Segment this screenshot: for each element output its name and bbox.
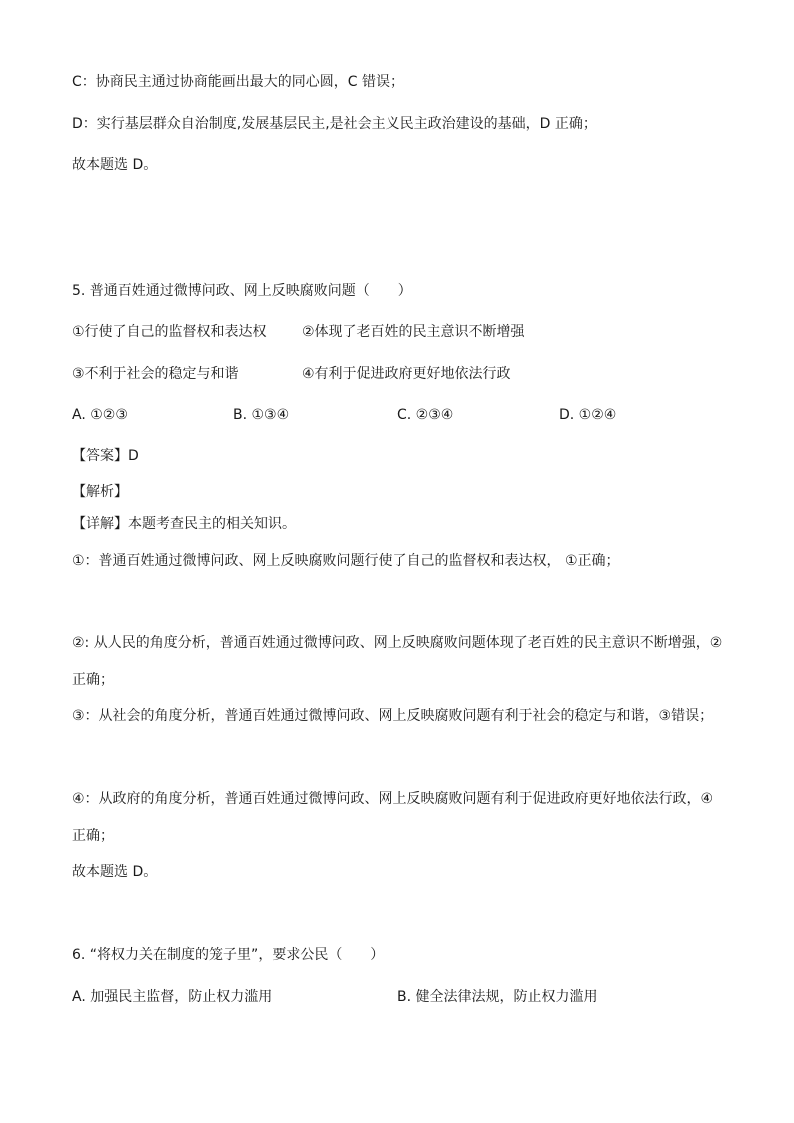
question-5-explanation-1: ①：普通百姓通过微博问政、网上反映腐败问题行使了自己的监督权和表达权， ①正确； xyxy=(72,553,620,569)
question-5-option-b: B. ①③④ xyxy=(233,407,290,423)
question-5-option-a: A. ①②③ xyxy=(72,407,128,423)
question-5-explanation-2-cont: 正确； xyxy=(72,672,114,688)
prev-question-conclusion: 故本题选 D。 xyxy=(72,157,158,173)
question-5-explanation-3: ③：从社会的角度分析，普通百姓通过微博问政、网上反映腐败问题有利于社会的稳定与和谐，③错误； xyxy=(72,708,714,724)
question-5-conclusion: 故本题选 D。 xyxy=(72,864,158,880)
question-5-explanation-4: ④：从政府的角度分析，普通百姓通过微博问政、网上反映腐败问题有利于促进政府更好地依法行政，④ xyxy=(72,791,714,807)
question-5-analysis-title: 【解析】 xyxy=(72,484,128,500)
question-5-statement-4: ④有利于促进政府更好地依法行政 xyxy=(302,366,511,382)
prev-question-option-c: C：协商民主通过协商能画出最大的同心圆，C 错误； xyxy=(72,74,404,90)
question-5-statement-3: ③不利于社会的稳定与和谐 xyxy=(72,366,239,382)
question-5-option-d: D. ①②④ xyxy=(559,407,617,423)
question-5-explanation-2: ②: 从人民的角度分析，普通百姓通过微博问政、网上反映腐败问题体现了老百姓的民主意识不断增强，② xyxy=(72,635,723,651)
question-5-statement-1: ①行使了自己的监督权和表达权 xyxy=(72,324,267,340)
question-5-statement-2: ②体现了老百姓的民主意识不断增强 xyxy=(302,324,525,340)
question-6-option-a: A. 加强民主监督，防止权力滥用 xyxy=(72,989,273,1005)
question-5-answer: 【答案】D xyxy=(72,448,139,464)
question-5-option-c: C. ②③④ xyxy=(397,407,454,423)
question-5-detail: 【详解】本题考查民主的相关知识。 xyxy=(72,516,296,532)
question-6-option-b: B. 健全法律法规，防止权力滥用 xyxy=(397,989,598,1005)
prev-question-option-d: D：实行基层群众自治制度,发展基层民主,是社会主义民主政治建设的基础，D 正确； xyxy=(72,116,597,132)
question-6-stem: 6. “将权力关在制度的笼子里”，要求公民（ ） xyxy=(72,947,385,963)
question-5-stem: 5. 普通百姓通过微博问政、网上反映腐败问题（ ） xyxy=(72,283,412,299)
question-5-explanation-4-cont: 正确； xyxy=(72,828,114,844)
